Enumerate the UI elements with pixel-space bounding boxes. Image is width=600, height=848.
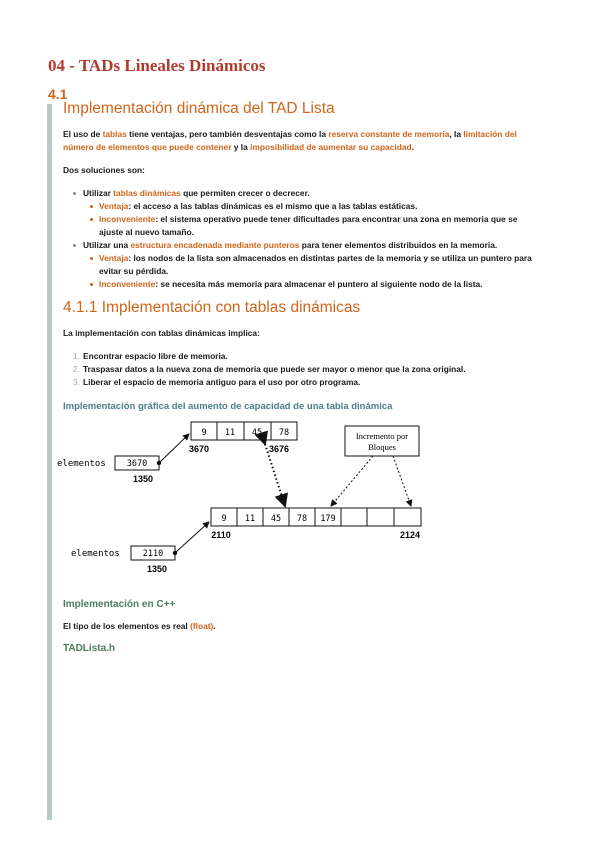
list-item <box>73 350 543 363</box>
bottom-pointer-value: 2110 <box>142 549 164 559</box>
figure-title: Implementación gráfica del aumento de capacidad de una tabla dinámica <box>63 401 393 412</box>
array-cell: 45 <box>251 428 263 438</box>
sublist <box>83 200 543 239</box>
array-cell: 9 <box>201 428 207 438</box>
item-label: Ventaja <box>99 201 129 211</box>
array-cell: 45 <box>270 514 282 524</box>
array-cell: 78 <box>296 514 308 524</box>
highlight-reserva: reserva constante de memoria <box>328 129 450 139</box>
item-label: Ventaja <box>99 253 129 263</box>
top-pointer-value: 3670 <box>126 459 148 469</box>
bottom-pointer-arrow <box>176 522 209 552</box>
section-content <box>57 100 543 654</box>
cpp-paragraph <box>63 620 543 633</box>
bottom-start-address: 2110 <box>211 530 231 540</box>
item-highlight: tablas dinámicas <box>113 188 181 198</box>
intro-text: , la <box>449 129 464 139</box>
array-cell: 11 <box>244 514 256 524</box>
list-item <box>73 363 543 376</box>
step-text: Traspasar datos a la nueva zona de memoria que puede ser mayor o menor que la zona original. <box>83 364 466 374</box>
top-array <box>189 422 297 454</box>
step-number: 1. <box>73 351 80 361</box>
bottom-var-address: 1350 <box>146 564 168 574</box>
cpp-text: . <box>213 621 216 631</box>
intro-text: tiene ventajas, pero también desventajas como la <box>126 129 329 139</box>
intro-text: y la <box>231 142 251 152</box>
page-title: 04 - TADs Lineales Dinámicos <box>48 56 266 75</box>
item-text: Utilizar una <box>83 240 131 250</box>
list-item <box>83 239 543 291</box>
item-highlight: estructura encadenada mediante punteros <box>130 240 300 250</box>
cpp-highlight: (float) <box>190 621 214 631</box>
dynamic-table-diagram <box>43 420 453 585</box>
list-item <box>99 200 543 213</box>
item-label: Inconveniente <box>99 214 156 224</box>
highlight-tablas: tablas <box>102 129 127 139</box>
section-number: 4.1 <box>48 86 68 102</box>
step-text: Encontrar espacio libre de memoria. <box>83 351 228 361</box>
list-item <box>99 278 543 291</box>
intro-text: El uso de <box>63 129 103 139</box>
section-title: Implementación dinámica del TAD Lista <box>63 100 335 117</box>
callout-line2: Bloques <box>368 442 396 452</box>
item-text: : el sistema operativo puede tener dificultades para encontrar una zona en memoria que se ajuste al nuevo tamaño. <box>99 214 518 237</box>
callout-arrow-left <box>331 456 373 506</box>
intro-text: . <box>411 142 414 152</box>
subsection-title: 4.1.1 Implementación con tablas dinámicas <box>63 299 361 316</box>
callout-line1: Incremento por <box>355 431 409 441</box>
list-item <box>73 376 543 389</box>
callout-arrow-right <box>393 456 411 506</box>
step-number: 2. <box>73 364 80 374</box>
top-start-address: 3670 <box>188 444 210 454</box>
highlight-imposibilidad: imposibilidad de aumentar su capacidad <box>250 142 412 152</box>
impl-intro: La implementación con tablas dinámicas implica: <box>63 328 260 338</box>
top-end-address: 3676 <box>268 444 290 454</box>
list-item <box>99 213 543 239</box>
steps-list <box>63 350 543 389</box>
bottom-end-address: 2124 <box>399 530 421 540</box>
list-item <box>99 252 543 278</box>
step-text: Liberar el espacio de memoria antiguo para el uso por otro programa. <box>83 377 361 387</box>
bottom-array <box>211 508 421 540</box>
item-text: : el acceso a las tablas dinámicas es el mismo que a las tablas estáticas. <box>128 201 418 211</box>
array-cell: 78 <box>278 428 290 438</box>
item-text: : se necesita más memoria para almacenar el puntero al siguiente nodo de la lista. <box>155 279 483 289</box>
item-text: : los nodos de la lista son almacenados en distintas partes de la memoria y se utiliza un puntero para evitar su pérdida. <box>99 253 532 276</box>
array-cell: 11 <box>224 428 236 438</box>
cpp-title: Implementación en C++ <box>63 599 176 610</box>
array-frame <box>211 508 421 526</box>
step-number: 3. <box>73 377 80 387</box>
item-text: que permiten crecer o decrecer. <box>180 188 310 198</box>
bottom-var-label: elementos <box>71 549 120 559</box>
solutions-list <box>63 187 543 291</box>
array-cell: 9 <box>221 514 227 524</box>
highlight-limitacion: limitación del número de elementos que puede contener <box>63 129 517 152</box>
solutions-label: Dos soluciones son: <box>63 165 145 175</box>
item-text: Utilizar <box>83 188 114 198</box>
sublist <box>83 252 543 291</box>
top-var-address: 1350 <box>132 474 154 484</box>
item-label: Inconveniente <box>99 279 156 289</box>
top-var-label: elementos <box>57 459 106 469</box>
list-item <box>83 187 543 239</box>
file-title: TADLista.h <box>63 643 116 654</box>
intro-paragraph <box>63 128 543 154</box>
array-cell: 179 <box>320 514 336 524</box>
top-pointer-arrow <box>160 434 189 462</box>
cpp-text: El tipo de los elementos es real <box>63 621 191 631</box>
item-text: para tener elementos distribuidos en la memoria. <box>299 240 498 250</box>
